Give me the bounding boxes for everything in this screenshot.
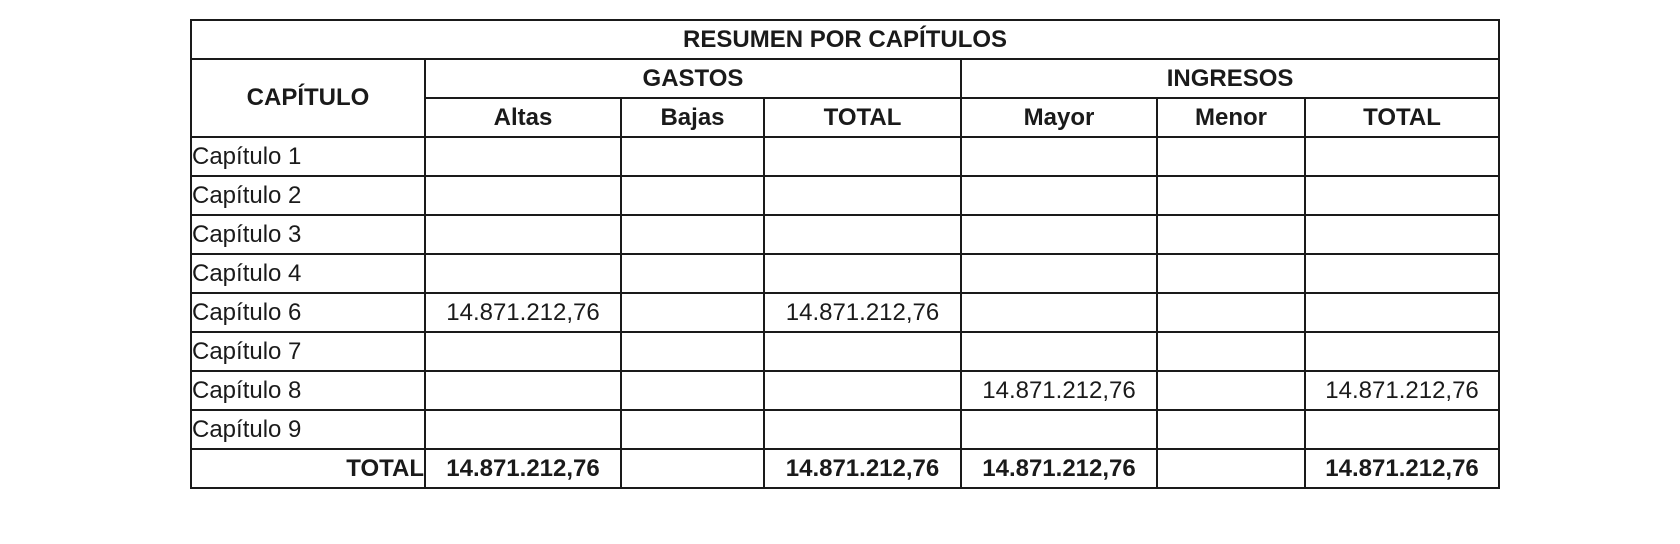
table-cell [764,254,961,293]
total-cell: 14.871.212,76 [425,449,621,488]
table-cell [621,254,764,293]
table-cell [961,137,1157,176]
table-cell [764,137,961,176]
header-bajas: Bajas [621,98,764,137]
table-cell [764,332,961,371]
total-cell [1157,449,1305,488]
summary-table [190,19,1500,489]
total-cell: 14.871.212,76 [1305,449,1499,488]
table-cell [621,215,764,254]
table-cell: 14.871.212,76 [1305,371,1499,410]
table-cell [1157,137,1305,176]
ingresos-header: INGRESOS [961,59,1499,98]
table-row [191,137,1499,176]
row-label: Capítulo 6 [191,293,425,332]
table-cell [1305,254,1499,293]
table-title: RESUMEN POR CAPÍTULOS [191,20,1499,59]
row-label: Capítulo 7 [191,332,425,371]
table-cell [961,215,1157,254]
row-label: Capítulo 3 [191,215,425,254]
table-cell [1305,137,1499,176]
table-cell [961,293,1157,332]
table-cell [764,410,961,449]
total-cell [621,449,764,488]
table-row [191,371,1499,410]
table-cell: 14.871.212,76 [764,293,961,332]
row-label: Capítulo 2 [191,176,425,215]
table-cell [621,176,764,215]
table-cell [621,410,764,449]
table-cell [1157,371,1305,410]
table-cell [1157,410,1305,449]
table-cell [621,371,764,410]
table-cell [764,176,961,215]
chapter-header: CAPÍTULO [191,59,425,137]
table-cell: 14.871.212,76 [961,371,1157,410]
header-ingresos-total: TOTAL [1305,98,1499,137]
row-label: Capítulo 4 [191,254,425,293]
header-altas: Altas [425,98,621,137]
header-gastos-total: TOTAL [764,98,961,137]
table-cell [1305,176,1499,215]
table-cell [425,410,621,449]
total-label: TOTAL [191,449,425,488]
table-cell [621,332,764,371]
total-cell: 14.871.212,76 [961,449,1157,488]
table-cell [621,293,764,332]
table-cell [961,254,1157,293]
table-cell [1157,332,1305,371]
table-body [191,137,1499,449]
table-row [191,254,1499,293]
table-cell [425,332,621,371]
table-row [191,293,1499,332]
table-cell [425,254,621,293]
table-cell [1157,215,1305,254]
table-cell: 14.871.212,76 [425,293,621,332]
table-cell [1305,215,1499,254]
gastos-header: GASTOS [425,59,961,98]
table-row [191,176,1499,215]
table-cell [764,371,961,410]
table-cell [621,137,764,176]
row-label: Capítulo 1 [191,137,425,176]
table-cell [425,371,621,410]
table-cell [1157,293,1305,332]
total-row [191,449,1499,488]
table-cell [1305,410,1499,449]
header-menor: Menor [1157,98,1305,137]
table-row [191,332,1499,371]
table-cell [1305,293,1499,332]
table-cell [425,137,621,176]
table-cell [961,176,1157,215]
title-row [191,20,1499,59]
table-cell [1157,254,1305,293]
table-row [191,410,1499,449]
header-mayor: Mayor [961,98,1157,137]
table-row [191,215,1499,254]
table-cell [1305,332,1499,371]
table-cell [425,215,621,254]
table-cell [1157,176,1305,215]
table-cell [961,332,1157,371]
row-label: Capítulo 9 [191,410,425,449]
group-header-row [191,59,1499,98]
row-label: Capítulo 8 [191,371,425,410]
total-cell: 14.871.212,76 [764,449,961,488]
table-cell [425,176,621,215]
table-cell [764,215,961,254]
table-cell [961,410,1157,449]
